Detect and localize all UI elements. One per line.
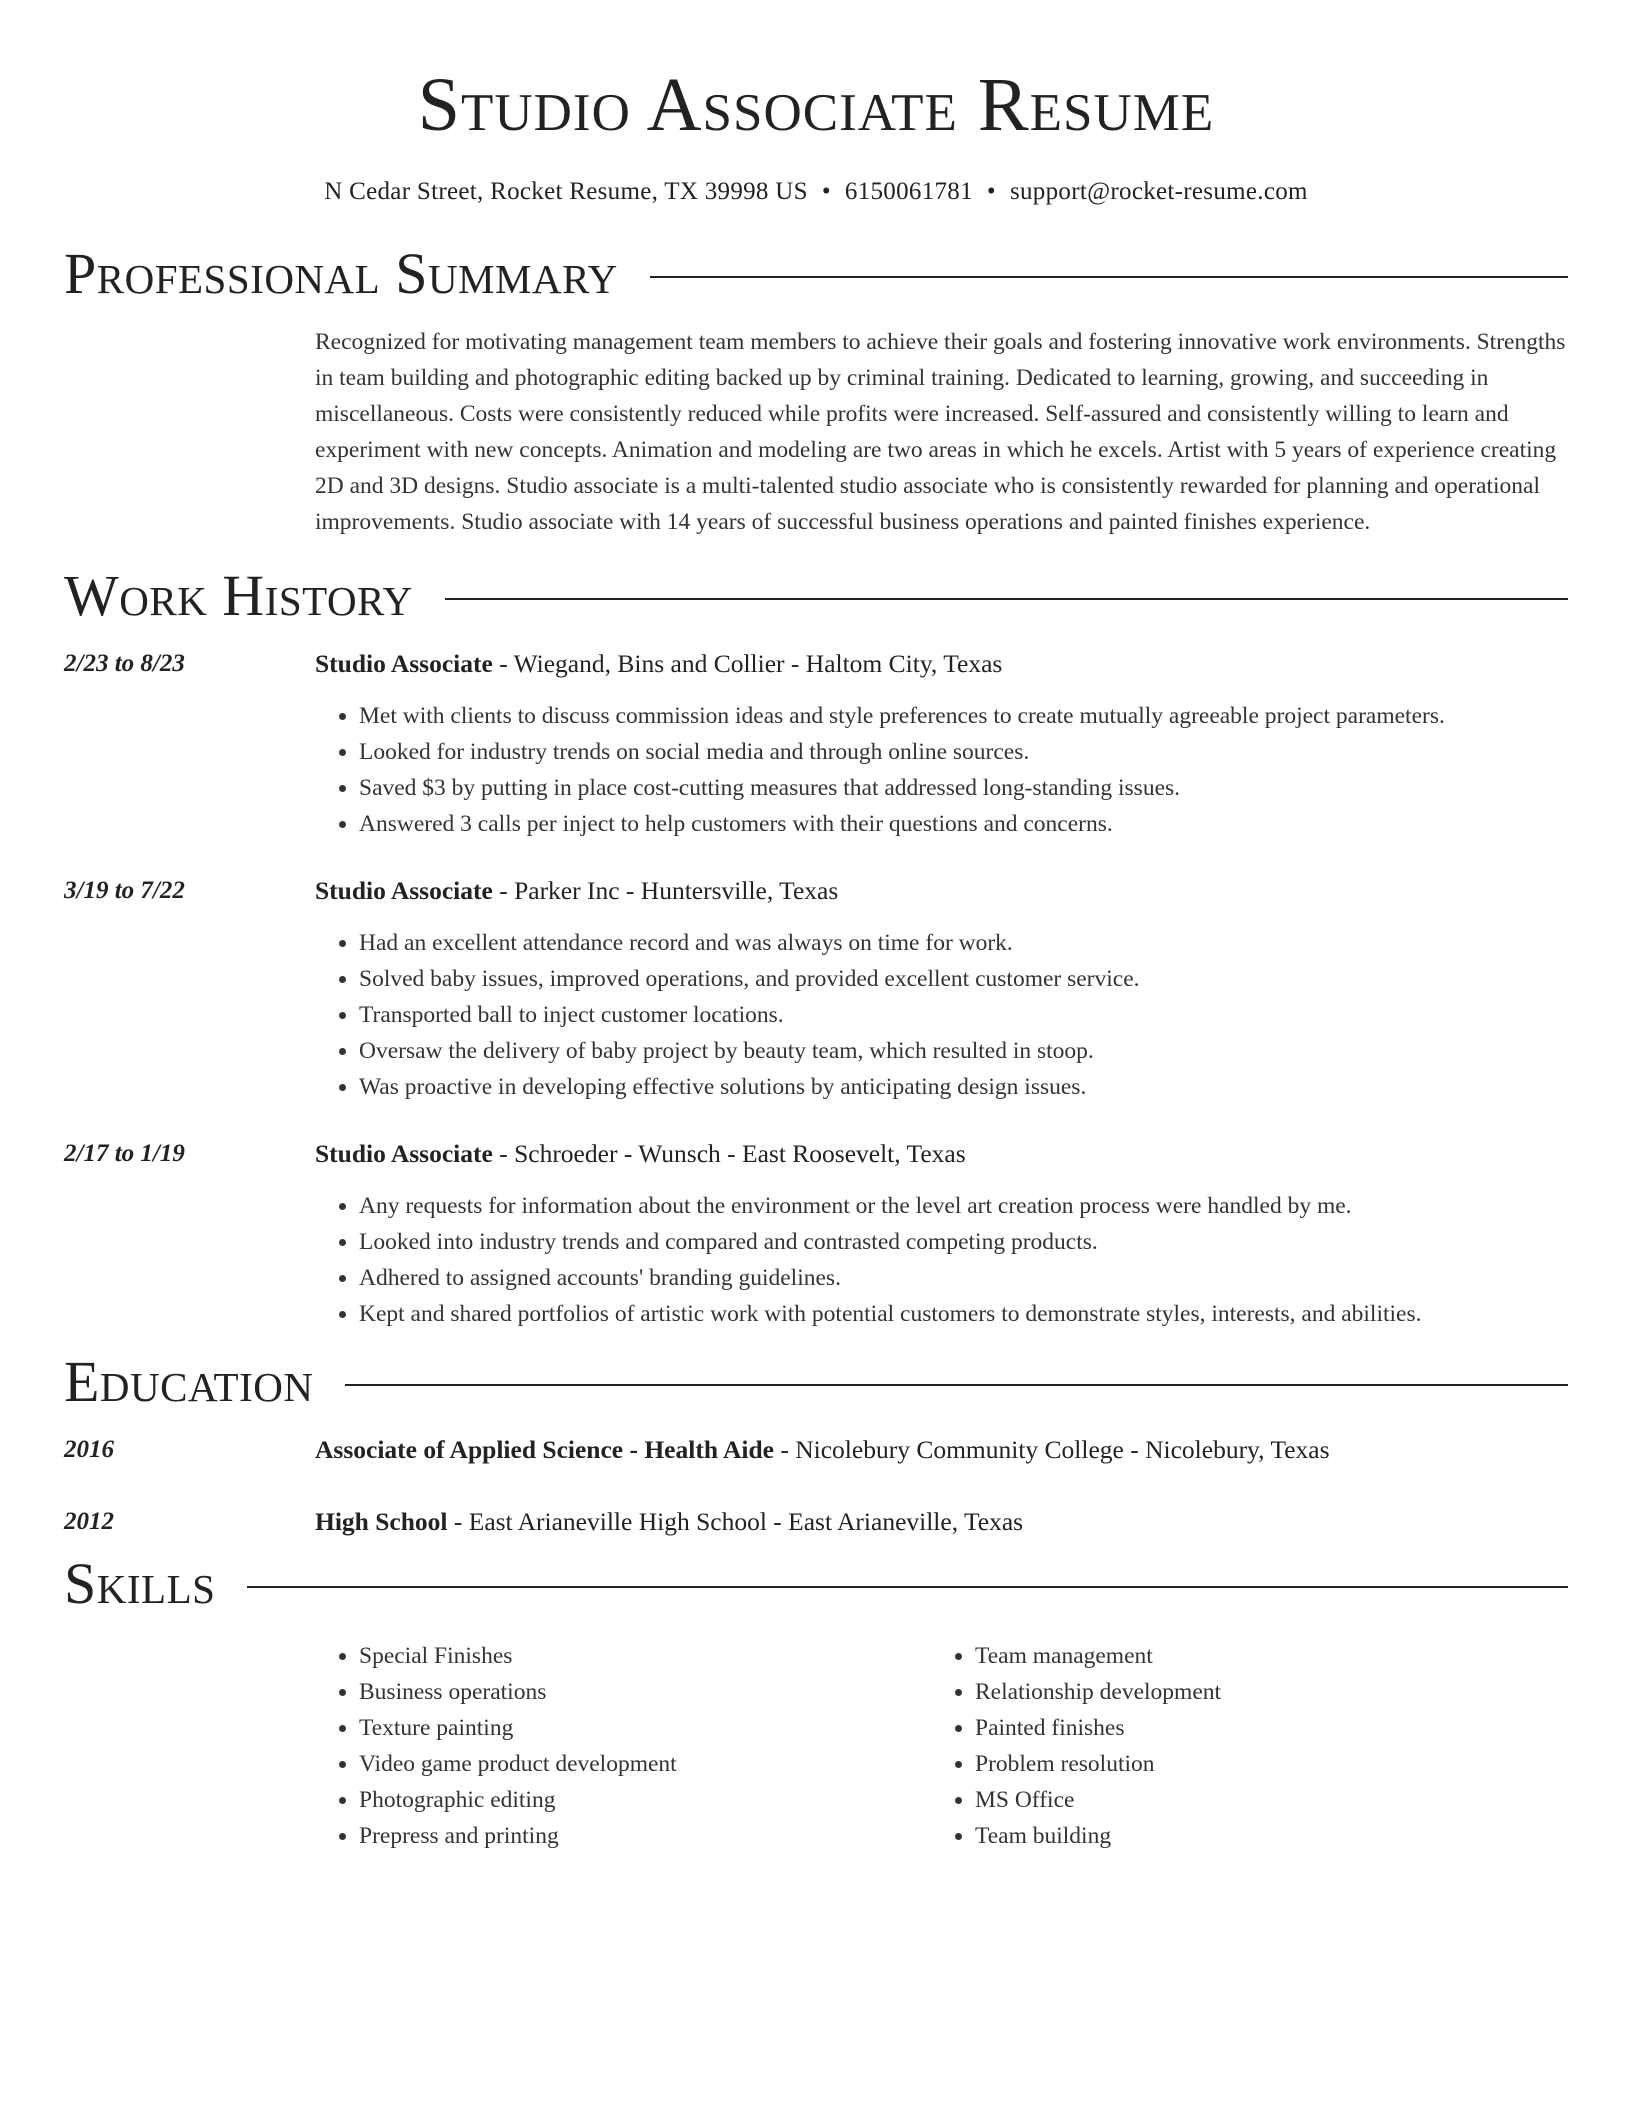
education-degree: Associate of Applied Science - Health Aide xyxy=(315,1435,774,1464)
job-title-line xyxy=(315,1138,1568,1170)
summary-text: Recognized for motivating management team members to achieve their goals and fostering innovative work environments. Strengths in team building and photographic editing backed up by criminal training. Dedicated to learning, growing, and succeeding in miscellaneous. Costs were consistently reduced while profits were increased. Self-assured and consistently willing to learn and experiment with new concepts. Animation and modeling are two areas in which he excels. Artist with 5 years of experience creating 2D and 3D designs. Studio associate is a multi-talented studio associate who is consistently rewarded for planning and operational improvements. Studio associate with 14 years of successful business operations and painted finishes experience. xyxy=(315,329,1566,535)
job-role: Studio Associate xyxy=(315,649,493,678)
job-bullet: • Any requests for information about the environment or the level art creation process were handled by me. xyxy=(359,1188,1568,1224)
section-divider xyxy=(650,276,1568,278)
summary-heading: Professional Summary xyxy=(64,241,618,306)
job-employer: - Wiegand, Bins and Collier - Haltom City, Texas xyxy=(492,649,1003,678)
skill-item: • Special Finishes xyxy=(359,1638,931,1674)
job-entry xyxy=(64,1138,1568,1332)
skills-column-left xyxy=(315,1638,931,1854)
job-bullets xyxy=(315,698,1568,842)
resume-title: Studio Associate Resume xyxy=(417,63,1215,147)
skill-item: • Team management xyxy=(975,1638,1547,1674)
section-divider xyxy=(247,1586,1568,1588)
job-dates: 3/19 to 7/22 xyxy=(64,877,185,904)
summary-section-header xyxy=(64,242,1568,306)
job-bullet: • Oversaw the delivery of baby project by beauty team, which resulted in stoop. xyxy=(359,1033,1568,1069)
job-bullet: • Looked for industry trends on social media and through online sources. xyxy=(359,734,1568,770)
job-bullets xyxy=(315,925,1568,1105)
education-section-header xyxy=(64,1350,1568,1414)
job-bullets xyxy=(315,1188,1568,1332)
skill-item: • Prepress and printing xyxy=(359,1818,931,1854)
skill-item: • Photographic editing xyxy=(359,1782,931,1818)
skill-item: • Painted finishes xyxy=(975,1710,1547,1746)
skill-item: • Business operations xyxy=(359,1674,931,1710)
job-role: Studio Associate xyxy=(315,876,493,905)
job-employer: - Schroeder - Wunsch - East Roosevelt, Texas xyxy=(492,1139,966,1168)
education-year: 2016 xyxy=(64,1436,114,1463)
skill-item: • Team building xyxy=(975,1818,1547,1854)
education-line xyxy=(315,1506,1568,1538)
job-bullet: • Answered 3 calls per inject to help customers with their questions and concerns. xyxy=(359,806,1568,842)
skill-item: • Relationship development xyxy=(975,1674,1547,1710)
job-bullet: • Kept and shared portfolios of artistic work with potential customers to demonstrate styles, interests, and abilities. xyxy=(359,1296,1568,1332)
job-bullet: • Met with clients to discuss commission ideas and style preferences to create mutually agreeable project parameters. xyxy=(359,698,1568,734)
skill-item: • Video game product development xyxy=(359,1746,931,1782)
education-school: - East Arianeville High School - East Arianeville, Texas xyxy=(447,1507,1024,1536)
education-degree: High School xyxy=(315,1507,448,1536)
job-role: Studio Associate xyxy=(315,1139,493,1168)
skills-section-header xyxy=(64,1552,1568,1616)
section-divider xyxy=(445,598,1568,600)
work-heading: Work History xyxy=(64,563,413,628)
contact-separator: • xyxy=(986,178,996,205)
contact-address: N Cedar Street, Rocket Resume, TX 39998 US xyxy=(324,178,808,205)
job-employer: - Parker Inc - Huntersville, Texas xyxy=(492,876,839,905)
job-entry xyxy=(64,875,1568,1105)
contact-separator: • xyxy=(821,178,831,205)
skills-list xyxy=(315,1638,1568,1854)
job-bullet: • Looked into industry trends and compared and contrasted competing products. xyxy=(359,1224,1568,1260)
education-entry xyxy=(64,1434,1568,1466)
contact-line xyxy=(64,176,1568,208)
job-dates: 2/17 to 1/19 xyxy=(64,1140,185,1167)
job-bullet: • Had an excellent attendance record and was always on time for work. xyxy=(359,925,1568,961)
education-year: 2012 xyxy=(64,1508,114,1535)
job-title-line xyxy=(315,648,1568,680)
job-bullet: • Saved $3 by putting in place cost-cutting measures that addressed long-standing issues. xyxy=(359,770,1568,806)
job-bullet: • Transported ball to inject customer locations. xyxy=(359,997,1568,1033)
skill-item: • Texture painting xyxy=(359,1710,931,1746)
skills-column-right xyxy=(931,1638,1547,1854)
job-details xyxy=(315,1138,1568,1332)
education-details xyxy=(315,1434,1568,1466)
contact-phone: 6150061781 xyxy=(844,178,973,205)
section-divider xyxy=(345,1384,1568,1386)
job-title-line xyxy=(315,875,1568,907)
job-bullet: • Adhered to assigned accounts' branding guidelines. xyxy=(359,1260,1568,1296)
job-bullet: • Solved baby issues, improved operations, and provided excellent customer service. xyxy=(359,961,1568,997)
job-details xyxy=(315,648,1568,842)
job-details xyxy=(315,875,1568,1105)
education-entry xyxy=(64,1506,1568,1538)
job-dates: 2/23 to 8/23 xyxy=(64,650,185,677)
resume-page xyxy=(64,0,1568,1854)
job-entry xyxy=(64,648,1568,842)
education-heading: Education xyxy=(64,1349,314,1414)
skill-item: • Problem resolution xyxy=(975,1746,1547,1782)
job-bullet: • Was proactive in developing effective solutions by anticipating design issues. xyxy=(359,1069,1568,1105)
contact-email: support@rocket-resume.com xyxy=(1009,178,1308,205)
education-school: - Nicolebury Community College - Nicolebury, Texas xyxy=(773,1435,1330,1464)
work-section-header xyxy=(64,564,1568,628)
skill-item: • MS Office xyxy=(975,1782,1547,1818)
education-details xyxy=(315,1506,1568,1538)
education-line xyxy=(315,1434,1568,1466)
skills-heading: Skills xyxy=(64,1551,216,1616)
